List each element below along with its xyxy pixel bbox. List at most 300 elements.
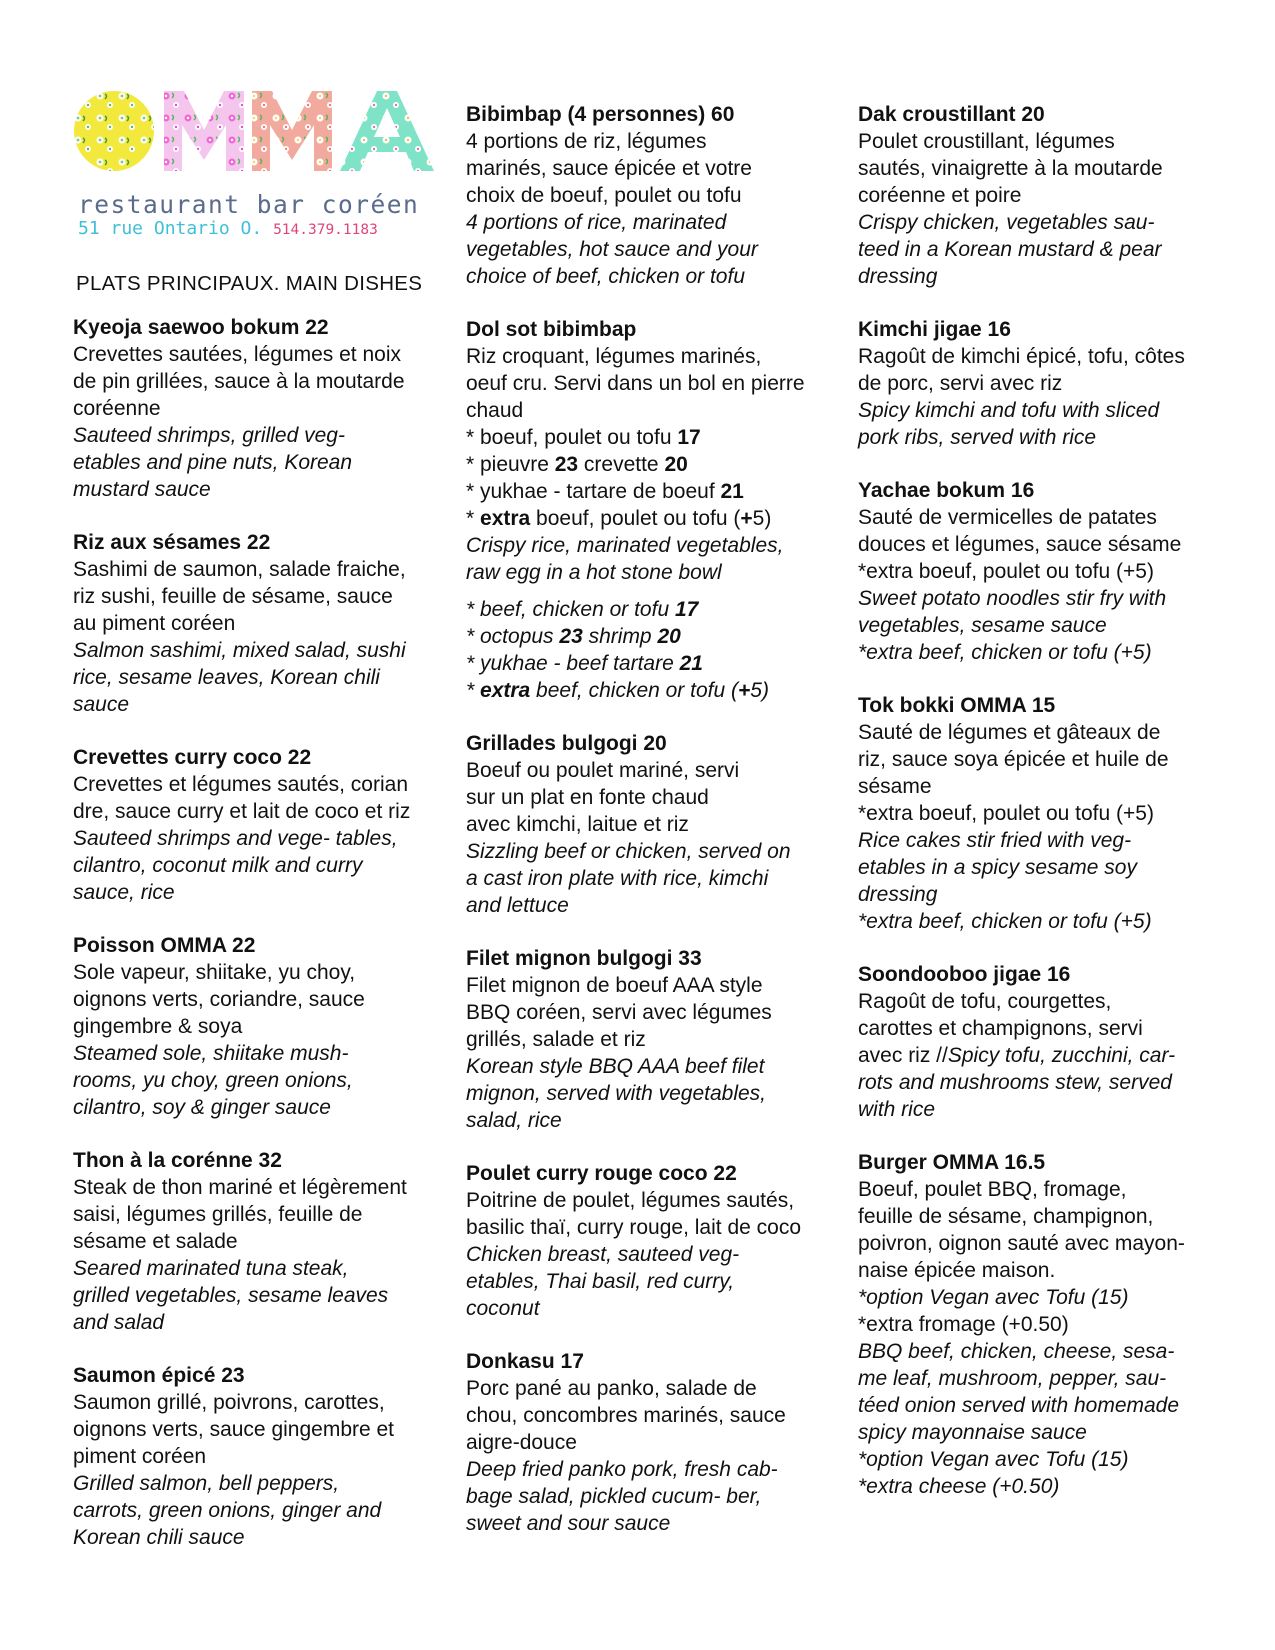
menu-item-description-en: [858, 236, 1238, 263]
menu-item-name: Riz aux sésames 22: [73, 531, 271, 554]
line-text: de porc, servi avec riz: [858, 372, 1063, 395]
section-title: PLATS PRINCIPAUX. MAIN DISHES: [76, 272, 423, 295]
menu-item-description-fr: [858, 155, 1238, 182]
restaurant-subtitle: restaurant bar coréen: [78, 190, 420, 219]
menu-item-description-fr: [466, 370, 846, 397]
menu-item-description-fr: [858, 343, 1238, 370]
phone-number[interactable]: 514.379.1183: [273, 222, 378, 238]
menu-item-description-en: [858, 612, 1238, 639]
line-text: sésame: [858, 775, 932, 798]
line-text: extra: [480, 507, 531, 530]
line-text: etables, Thai basil, red curry,: [466, 1270, 735, 1293]
menu-item-description-en: [858, 854, 1238, 881]
menu-item-description-en: [858, 1419, 1238, 1446]
menu-item-description-en: [466, 865, 846, 892]
menu-item-description-fr: [466, 343, 846, 370]
line-text: +: [738, 679, 751, 702]
menu-item-name: Burger OMMA 16.5: [858, 1151, 1046, 1174]
menu-item-description-fr: [466, 1402, 846, 1429]
line-text: *extra beef, chicken or tofu (+5): [858, 910, 1152, 933]
line-text: coréenne et poire: [858, 184, 1022, 207]
line-text: chaud: [466, 399, 524, 422]
menu-item-description-en: [466, 209, 846, 236]
menu-item-description-en: [466, 596, 846, 623]
menu-item: [73, 314, 453, 503]
line-text: teed in a Korean mustard & pear: [858, 238, 1162, 261]
menu-item: [73, 1147, 453, 1336]
menu-column-3: [858, 101, 1238, 1526]
line-text: Poitrine de poulet, légumes sautés,: [466, 1189, 795, 1212]
menu-item: [73, 744, 453, 906]
menu-item-description-en: [73, 1470, 453, 1497]
menu-item: [858, 316, 1238, 451]
line-text: Sweet potato noodles stir fry with: [858, 587, 1167, 610]
menu-item-description-en: [466, 892, 846, 919]
line-text: Spicy tofu, zucchini, car-: [947, 1044, 1176, 1067]
menu-item: [858, 692, 1238, 935]
menu-item-description-en: [858, 908, 1238, 935]
menu-item-description-fr: [858, 1230, 1238, 1257]
menu-item-description-fr: [466, 1026, 846, 1053]
menu-item-description-fr: [466, 1429, 846, 1456]
line-text: grillés, salade et riz: [466, 1028, 646, 1051]
menu-item-description-en: [858, 827, 1238, 854]
line-text: *extra fromage (+0.50): [858, 1313, 1069, 1336]
line-text: Steamed sole, shiitake mush-: [73, 1042, 349, 1065]
logo-letter-m1: [164, 91, 244, 171]
menu-item-description-fr: [73, 1201, 453, 1228]
menu-item-description-en: [466, 559, 846, 586]
logo-letter-m2: [252, 91, 332, 171]
line-text: salad, rice: [466, 1109, 562, 1132]
line-text: +: [740, 507, 753, 530]
menu-item-description-fr: [466, 155, 846, 182]
omma-logo-art: [72, 90, 452, 172]
restaurant-address-line: [78, 218, 378, 239]
menu-item-name: Donkasu 17: [466, 1350, 584, 1373]
menu-item-description-fr: [858, 1257, 1238, 1284]
line-text: 17: [674, 598, 699, 621]
line-text: spicy mayonnaise sauce: [858, 1421, 1087, 1444]
line-text: chou, concombres marinés, sauce: [466, 1404, 786, 1427]
line-text: cilantro, soy & ginger sauce: [73, 1096, 331, 1119]
menu-item-description-en: [466, 1107, 846, 1134]
menu-item-description-fr: [858, 1311, 1238, 1338]
line-text: Grilled salmon, bell peppers,: [73, 1472, 340, 1495]
menu-item-description-fr: [466, 811, 846, 838]
menu-item-description-fr: [466, 478, 846, 505]
logo-letter-o: [74, 91, 154, 171]
line-text: sauce: [73, 693, 130, 716]
line-text: Poulet croustillant, légumes: [858, 130, 1115, 153]
line-text: 17: [677, 426, 701, 449]
line-text: Crevettes sautées, légumes et noix: [73, 343, 402, 366]
menu-item-description-fr: [466, 397, 846, 424]
menu-item-description-en: [858, 1446, 1238, 1473]
menu-item-description-fr: [858, 182, 1238, 209]
line-text: Deep fried panko pork, fresh cab-: [466, 1458, 778, 1481]
line-text: riz, sauce soya épicée et huile de: [858, 748, 1169, 771]
menu-item-name: Crevettes curry coco 22: [73, 746, 312, 769]
menu-item-description-fr: [73, 1443, 453, 1470]
menu-item: [466, 1160, 846, 1322]
menu-item-description-en: [466, 1053, 846, 1080]
menu-item-description-fr: [858, 1176, 1238, 1203]
menu-item-description-fr: [466, 128, 846, 155]
line-text: 5): [750, 679, 769, 702]
line-text: Salmon sashimi, mixed salad, sushi: [73, 639, 406, 662]
menu-item-description-en: [73, 691, 453, 718]
line-text: 20: [657, 625, 681, 648]
menu-item-description-fr: [73, 583, 453, 610]
menu-item-description-en: [73, 1255, 453, 1282]
menu-item-description-en: [858, 881, 1238, 908]
line-text: Seared marinated tuna steak,: [73, 1257, 349, 1280]
line-text: Steak de thon mariné et légèrement: [73, 1176, 407, 1199]
line-text: Spicy kimchi and tofu with sliced: [858, 399, 1160, 422]
line-text: with rice: [858, 1098, 936, 1121]
menu-item-description-fr: [858, 558, 1238, 585]
menu-item-description-fr: [466, 1214, 846, 1241]
line-text: sauce, rice: [73, 881, 175, 904]
logo-letter-a: [340, 91, 434, 171]
menu-item-description-fr: [73, 1174, 453, 1201]
menu-item-description-fr: [466, 1375, 846, 1402]
menu-item-description-fr: [73, 556, 453, 583]
line-text: mustard sauce: [73, 478, 211, 501]
line-text: carottes et champignons, servi: [858, 1017, 1143, 1040]
line-text: Sauté de légumes et gâteaux de: [858, 721, 1161, 744]
menu-item-name: Filet mignon bulgogi 33: [466, 947, 702, 970]
menu-item-description-fr: [858, 504, 1238, 531]
menu-item-name: Poulet curry rouge coco 22: [466, 1162, 737, 1185]
menu-item-name: Grillades bulgogi 20: [466, 732, 667, 755]
line-text: Sashimi de saumon, salade fraiche,: [73, 558, 406, 581]
menu-item-description-fr: [466, 757, 846, 784]
line-text: boeuf, poulet ou tofu (: [530, 507, 741, 530]
menu-item-description-en: [73, 879, 453, 906]
menu-item-description-en: [858, 397, 1238, 424]
line-text: saisi, légumes grillés, feuille de: [73, 1203, 363, 1226]
menu-item-name: Kimchi jigae 16: [858, 318, 1011, 341]
menu-item-description-en: [73, 1309, 453, 1336]
line-text: cilantro, coconut milk and curry: [73, 854, 363, 877]
menu-item-name: Saumon épicé 23: [73, 1364, 245, 1387]
menu-item-description-en: [73, 825, 453, 852]
menu-item-description-en: [466, 1456, 846, 1483]
address-text: 51 rue Ontario O.: [78, 218, 263, 239]
menu-item-description-fr: [73, 1013, 453, 1040]
line-text: feuille de sésame, champignon,: [858, 1205, 1154, 1228]
menu-item-description-en: [858, 639, 1238, 666]
line-text: Rice cakes stir fried with veg-: [858, 829, 1132, 852]
line-text: dressing: [858, 883, 938, 906]
menu-item-description-en: [858, 1365, 1238, 1392]
menu-item-name: Soondooboo jigae 16: [858, 963, 1071, 986]
menu-item-description-en: [466, 1241, 846, 1268]
menu-column-2: [466, 101, 846, 1563]
line-text: etables in a spicy sesame soy: [858, 856, 1137, 879]
line-text: Ragoût de kimchi épicé, tofu, côtes: [858, 345, 1185, 368]
menu-item-description-fr: [858, 746, 1238, 773]
line-text: Porc pané au panko, salade de: [466, 1377, 757, 1400]
line-text: Korean chili sauce: [73, 1526, 245, 1549]
line-text: Boeuf ou poulet mariné, servi: [466, 759, 740, 782]
menu-item-description-en: [466, 1295, 846, 1322]
menu-item-description-fr: [466, 784, 846, 811]
line-text: 4 portions of rice, marinated: [466, 211, 727, 234]
line-text: grilled vegetables, sesame leaves: [73, 1284, 389, 1307]
line-text: etables and pine nuts, Korean: [73, 451, 353, 474]
menu-item-description-en: [73, 852, 453, 879]
menu-item-description-fr: [858, 1042, 1238, 1069]
line-text: *extra boeuf, poulet ou tofu (+5): [858, 560, 1154, 583]
line-text: * yukhae - tartare de boeuf: [466, 480, 721, 503]
line-text: shrimp: [582, 625, 658, 648]
menu-item: [466, 730, 846, 919]
line-text: * yukhae - beef tartare: [466, 652, 680, 675]
line-text: and salad: [73, 1311, 165, 1334]
omma-logo: [72, 90, 452, 172]
menu-item-description-fr: [73, 341, 453, 368]
menu-item-description-fr: [858, 800, 1238, 827]
menu-item-description-en: [73, 1040, 453, 1067]
line-text: *extra boeuf, poulet ou tofu (+5): [858, 802, 1154, 825]
line-text: basilic thaï, curry rouge, lait de coco: [466, 1216, 801, 1239]
menu-item: [466, 316, 846, 704]
menu-item-description-en: [73, 476, 453, 503]
line-text: oignons verts, sauce gingembre et: [73, 1418, 395, 1441]
line-text: sweet and sour sauce: [466, 1512, 671, 1535]
menu-item-description-en: [858, 1392, 1238, 1419]
menu-column-1: [73, 314, 453, 1577]
line-text: Sauteed shrimps, grilled veg-: [73, 424, 345, 447]
line-text: *extra beef, chicken or tofu (+5): [858, 641, 1152, 664]
line-text: raw egg in a hot stone bowl: [466, 561, 722, 584]
line-text: extra: [480, 679, 531, 702]
line-text: bage salad, pickled cucum- ber,: [466, 1485, 762, 1508]
menu-item-description-fr: [858, 988, 1238, 1015]
line-text: Filet mignon de boeuf AAA style: [466, 974, 763, 997]
menu-item-description-en: [73, 422, 453, 449]
line-text: Sauteed shrimps and vege- tables,: [73, 827, 398, 850]
line-text: 21: [720, 480, 744, 503]
line-text: vegetables, hot sauce and your: [466, 238, 758, 261]
menu-item-description-en: [73, 637, 453, 664]
menu-item-name: Thon à la corénne 32: [73, 1149, 282, 1172]
line-text: Riz croquant, légumes marinés,: [466, 345, 762, 368]
line-text: * pieuvre: [466, 453, 555, 476]
line-text: Crispy rice, marinated vegetables,: [466, 534, 784, 557]
line-text: aigre-douce: [466, 1431, 577, 1454]
line-text: de pin grillées, sauce à la moutarde: [73, 370, 405, 393]
menu-item-description-fr: [73, 368, 453, 395]
line-text: Chicken breast, sauteed veg-: [466, 1243, 740, 1266]
line-text: *option Vegan avec Tofu (15): [858, 1448, 1129, 1471]
line-text: oignons verts, coriandre, sauce: [73, 988, 365, 1011]
menu-item-description-fr: [73, 395, 453, 422]
menu-item: [73, 529, 453, 718]
menu-item-description-fr: [73, 610, 453, 637]
line-text: Crispy chicken, vegetables sau-: [858, 211, 1155, 234]
menu-item-description-fr: [73, 798, 453, 825]
menu-item-description-en: [858, 1473, 1238, 1500]
menu-item-description-en: [858, 263, 1238, 290]
line-text: dre, sauce curry et lait de coco et riz: [73, 800, 411, 823]
line-text: rooms, yu choy, green onions,: [73, 1069, 353, 1092]
line-text: *option Vegan avec Tofu (15): [858, 1286, 1129, 1309]
line-text: Sole vapeur, shiitake, yu choy,: [73, 961, 356, 984]
menu-item-name: Kyeoja saewoo bokum 22: [73, 316, 329, 339]
menu-item-description-fr: [858, 1015, 1238, 1042]
line-text: crevette: [578, 453, 665, 476]
line-text: 23: [554, 453, 579, 476]
line-text: Boeuf, poulet BBQ, fromage,: [858, 1178, 1127, 1201]
menu-item-name: Bibimbap (4 personnes) 60: [466, 103, 735, 126]
line-text: choix de boeuf, poulet ou tofu: [466, 184, 742, 207]
line-text: Crevettes et légumes sautés, corian: [73, 773, 408, 796]
line-text: rice, sesame leaves, Korean chili: [73, 666, 380, 689]
menu-item-description-en: [73, 449, 453, 476]
line-text: 21: [679, 652, 703, 675]
menu-item-description-en: [466, 650, 846, 677]
menu-item-description-en: [466, 677, 846, 704]
menu-item-description-fr: [858, 719, 1238, 746]
line-text: BBQ beef, chicken, cheese, sesa-: [858, 1340, 1175, 1363]
menu-item-description-en: [858, 209, 1238, 236]
line-text: a cast iron plate with rice, kimchi: [466, 867, 769, 890]
line-text: piment coréen: [73, 1445, 207, 1468]
line-text: pork ribs, served with rice: [858, 426, 1097, 449]
menu-item-description-en: [466, 236, 846, 263]
line-text: avec riz //: [858, 1044, 948, 1067]
menu-item-name: Dol sot bibimbap: [466, 318, 637, 341]
line-text: beef, chicken or tofu (: [530, 679, 738, 702]
line-text: oeuf cru. Servi dans un bol en pierre: [466, 372, 805, 395]
menu-item-name: Poisson OMMA 22: [73, 934, 256, 957]
line-text: me leaf, mushroom, pepper, sau-: [858, 1367, 1167, 1390]
line-text: *: [466, 679, 481, 702]
line-text: gingembre & soya: [73, 1015, 243, 1038]
line-text: * boeuf, poulet ou tofu: [466, 426, 678, 449]
menu-item-description-fr: [73, 771, 453, 798]
menu-item: [466, 101, 846, 290]
line-text: avec kimchi, laitue et riz: [466, 813, 689, 836]
menu-item: [73, 932, 453, 1121]
menu-item-description-en: [858, 585, 1238, 612]
line-text: Sizzling beef or chicken, served on: [466, 840, 791, 863]
menu-item-description-fr: [466, 451, 846, 478]
menu-item-description-fr: [73, 1228, 453, 1255]
menu-item-description-en: [73, 1524, 453, 1551]
line-text: 5): [752, 507, 772, 530]
menu-item-description-en: [858, 1284, 1238, 1311]
menu-item-description-en: [73, 1497, 453, 1524]
menu-item: [858, 1149, 1238, 1500]
menu-item: [858, 477, 1238, 666]
line-text: riz sushi, feuille de sésame, sauce: [73, 585, 393, 608]
menu-item-description-en: [466, 623, 846, 650]
menu-item-description-en: [858, 1338, 1238, 1365]
menu-item-name: Dak croustillant 20: [858, 103, 1045, 126]
menu-item-description-en: [466, 1483, 846, 1510]
menu-item-description-en: [466, 532, 846, 559]
line-text: sésame et salade: [73, 1230, 238, 1253]
menu-item: [466, 1348, 846, 1537]
line-text: poivron, oignon sauté avec mayon-: [858, 1232, 1185, 1255]
menu-item-name: Tok bokki OMMA 15: [858, 694, 1056, 717]
line-text: douces et légumes, sauce sésame: [858, 533, 1182, 556]
menu-item-description-en: [466, 838, 846, 865]
line-text: rots and mushrooms stew, served: [858, 1071, 1172, 1094]
line-text: choice of beef, chicken or tofu: [466, 265, 745, 288]
line-text: sautés, vinaigrette à la moutarde: [858, 157, 1163, 180]
menu-item-description-en: [858, 424, 1238, 451]
line-text: Saumon grillé, poivrons, carottes,: [73, 1391, 385, 1414]
line-text: mignon, served with vegetables,: [466, 1082, 766, 1105]
menu-item-description-en: [858, 1096, 1238, 1123]
line-text: sur un plat en fonte chaud: [466, 786, 709, 809]
menu-item-description-fr: [466, 972, 846, 999]
menu-item-description-fr: [858, 773, 1238, 800]
menu-item-description-en: [466, 1510, 846, 1537]
line-text: dressing: [858, 265, 938, 288]
line-text: Sauté de vermicelles de patates: [858, 506, 1157, 529]
line-text: 23: [559, 625, 583, 648]
menu-item-name: Yachae bokum 16: [858, 479, 1035, 502]
line-text: 4 portions de riz, légumes: [466, 130, 707, 153]
menu-item-description-fr: [73, 1389, 453, 1416]
line-text: *extra cheese (+0.50): [858, 1475, 1060, 1498]
menu-item-description-en: [858, 1069, 1238, 1096]
line-text: * octopus: [466, 625, 560, 648]
menu-item-description-fr: [73, 959, 453, 986]
menu-item: [858, 101, 1238, 290]
menu-item-description-fr: [466, 999, 846, 1026]
menu-item-description-fr: [466, 424, 846, 451]
line-text: Ragoût de tofu, courgettes,: [858, 990, 1112, 1013]
menu-item-description-fr: [73, 986, 453, 1013]
menu-item-description-en: [73, 1094, 453, 1121]
line-text: BBQ coréen, servi avec légumes: [466, 1001, 772, 1024]
line-text: carrots, green onions, ginger and: [73, 1499, 382, 1522]
line-text: and lettuce: [466, 894, 569, 917]
menu-item-description-en: [466, 1080, 846, 1107]
menu-item-description-en: [466, 263, 846, 290]
menu-item: [466, 945, 846, 1134]
line-text: téed onion served with homemade: [858, 1394, 1180, 1417]
menu-item: [858, 961, 1238, 1123]
menu-item-description-en: [73, 664, 453, 691]
menu-item-description-en: [466, 1268, 846, 1295]
line-text: au piment coréen: [73, 612, 236, 635]
menu-item-description-en: [73, 1067, 453, 1094]
menu-item-description-fr: [466, 1187, 846, 1214]
line-text: Korean style BBQ AAA beef filet: [466, 1055, 765, 1078]
line-text: 20: [664, 453, 688, 476]
menu-item: [73, 1362, 453, 1551]
menu-item-description-fr: [466, 505, 846, 532]
menu-item-description-fr: [73, 1416, 453, 1443]
line-text: coréenne: [73, 397, 161, 420]
menu-item-description-en: [73, 1282, 453, 1309]
line-text: * beef, chicken or tofu: [466, 598, 675, 621]
menu-item-description-fr: [858, 1203, 1238, 1230]
line-text: vegetables, sesame sauce: [858, 614, 1107, 637]
menu-item-description-fr: [466, 182, 846, 209]
line-text: naise épicée maison.: [858, 1259, 1056, 1282]
menu-item-description-fr: [858, 128, 1238, 155]
